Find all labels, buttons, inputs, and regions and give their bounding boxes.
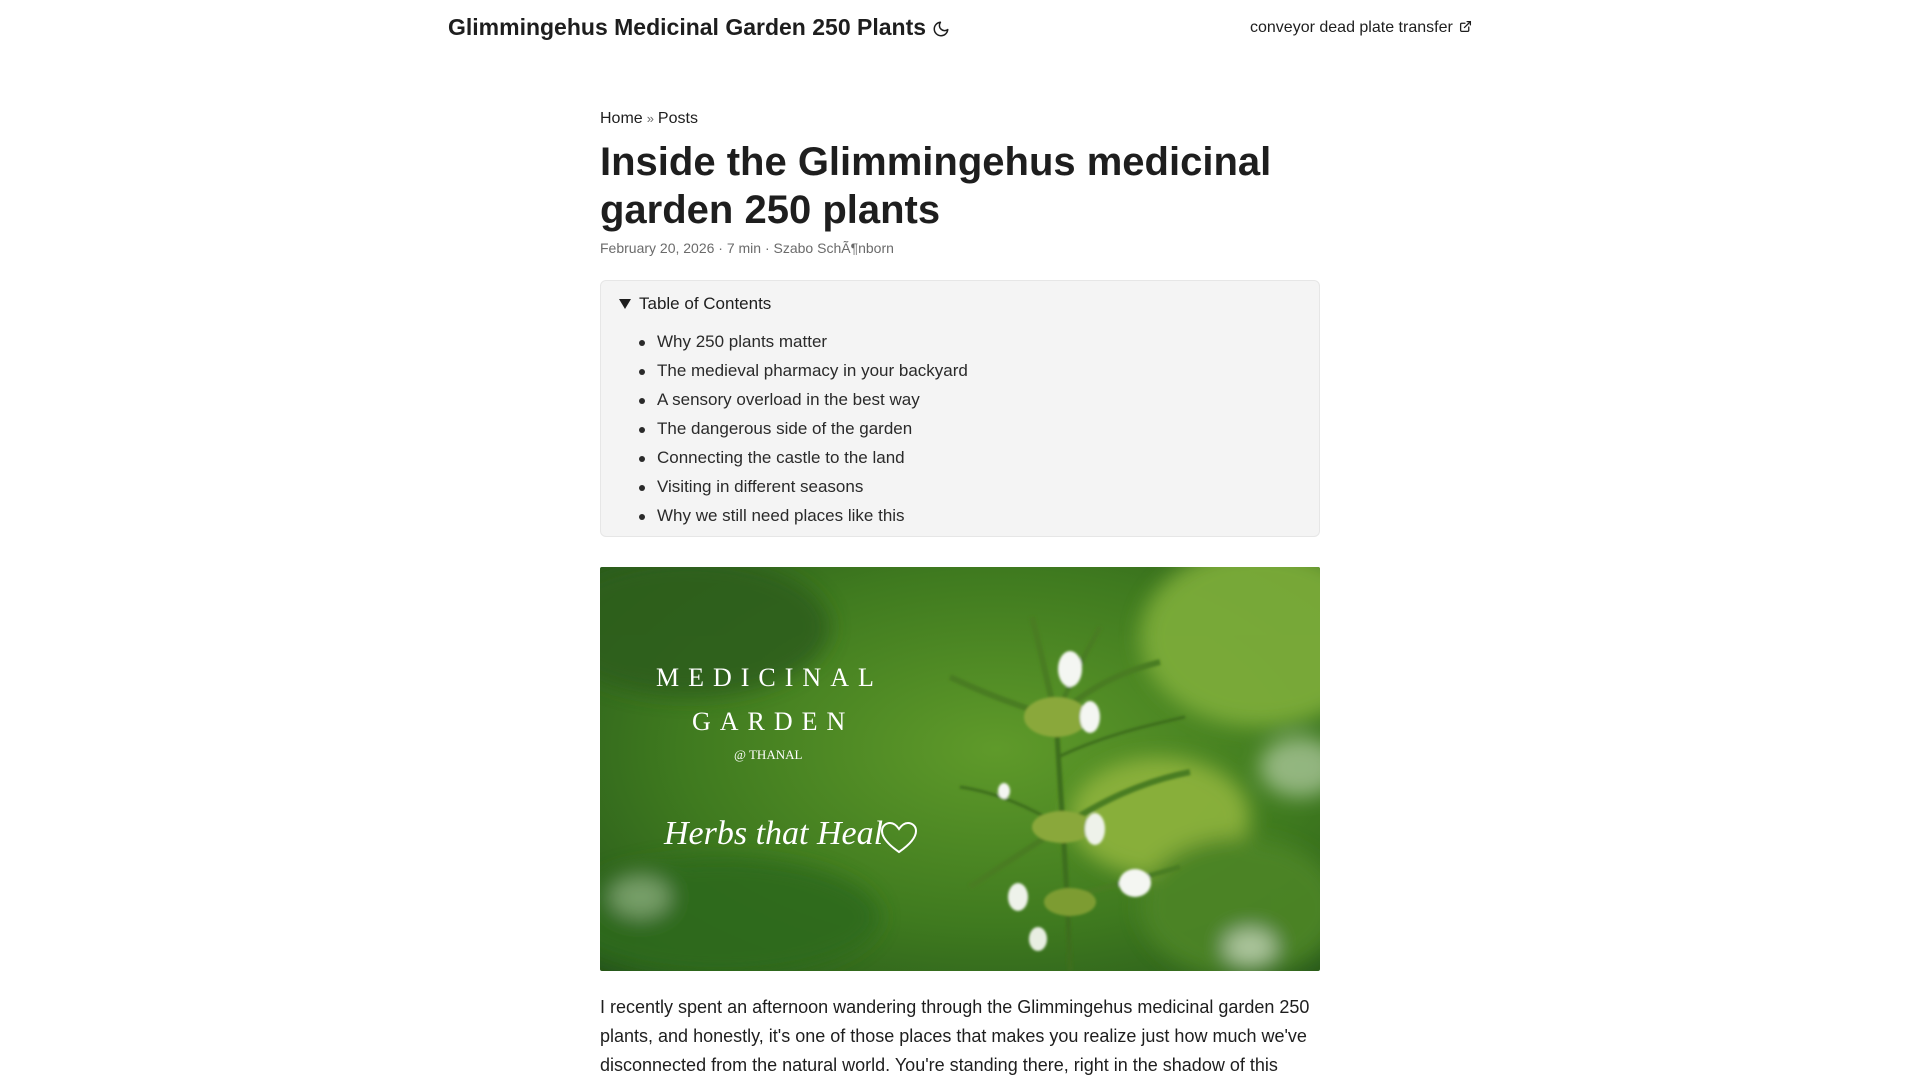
toc-item — [639, 501, 1301, 530]
toc-list — [619, 327, 1301, 530]
external-link-label: conveyor dead plate transfer — [1250, 19, 1453, 36]
table-of-contents — [600, 280, 1320, 537]
toc-item — [639, 327, 1301, 356]
toc-link[interactable]: Why we still need places like this — [657, 506, 905, 525]
breadcrumb — [600, 110, 1320, 132]
cover-overlay-text — [600, 567, 1320, 971]
site-header — [0, 0, 1920, 60]
toc-toggle[interactable] — [619, 293, 1301, 315]
toc-item — [639, 472, 1301, 501]
triangle-down-icon — [619, 299, 631, 309]
toc-item — [639, 443, 1301, 472]
heart-outline-icon — [880, 821, 918, 855]
cover-image — [600, 567, 1320, 971]
toc-item — [639, 385, 1301, 414]
toc-item — [639, 414, 1301, 443]
cover-tagline: Herbs that Heal — [664, 815, 884, 852]
toc-link[interactable]: The dangerous side of the garden — [657, 419, 913, 438]
external-link-icon — [1459, 20, 1472, 33]
breadcrumb-posts[interactable]: Posts — [657, 110, 698, 127]
post-paragraph: I recently spent an afternoon wandering through the Glimmingehus medicinal garden 250 plants, and honestly, it's one of those places that makes you realize just how much we've disconnected from the natural world. You're standing there, right in the shadow of this — [600, 997, 1310, 1075]
post-meta: February 20, 2026 · 7 min · Szabo SchÃ¶nborn — [600, 240, 894, 256]
breadcrumb-home[interactable]: Home — [600, 110, 643, 127]
toc-link[interactable]: Visiting in different seasons — [657, 477, 864, 496]
toc-link[interactable]: A sensory overload in the best way — [657, 390, 920, 409]
toc-summary-label: Table of Contents — [639, 294, 772, 313]
breadcrumb-separator: » — [646, 111, 654, 126]
toc-item — [639, 356, 1301, 385]
cover-title-line2: GARDEN — [692, 707, 855, 736]
post-article — [600, 110, 1320, 1080]
moon-icon[interactable] — [932, 20, 950, 38]
toc-link[interactable]: Why 250 plants matter — [657, 332, 828, 351]
site-title[interactable]: Glimmingehus Medicinal Garden 250 Plants — [448, 14, 927, 40]
toc-link[interactable]: The medieval pharmacy in your backyard — [657, 361, 968, 380]
cover-subtitle: @ THANAL — [734, 747, 803, 762]
external-menu-link[interactable] — [1250, 19, 1472, 37]
toc-link[interactable]: Connecting the castle to the land — [657, 448, 905, 467]
cover-title-line1: MEDICINAL — [656, 663, 883, 692]
page-title: Inside the Glimmingehus medicinal garden 250 plants — [600, 140, 1272, 232]
